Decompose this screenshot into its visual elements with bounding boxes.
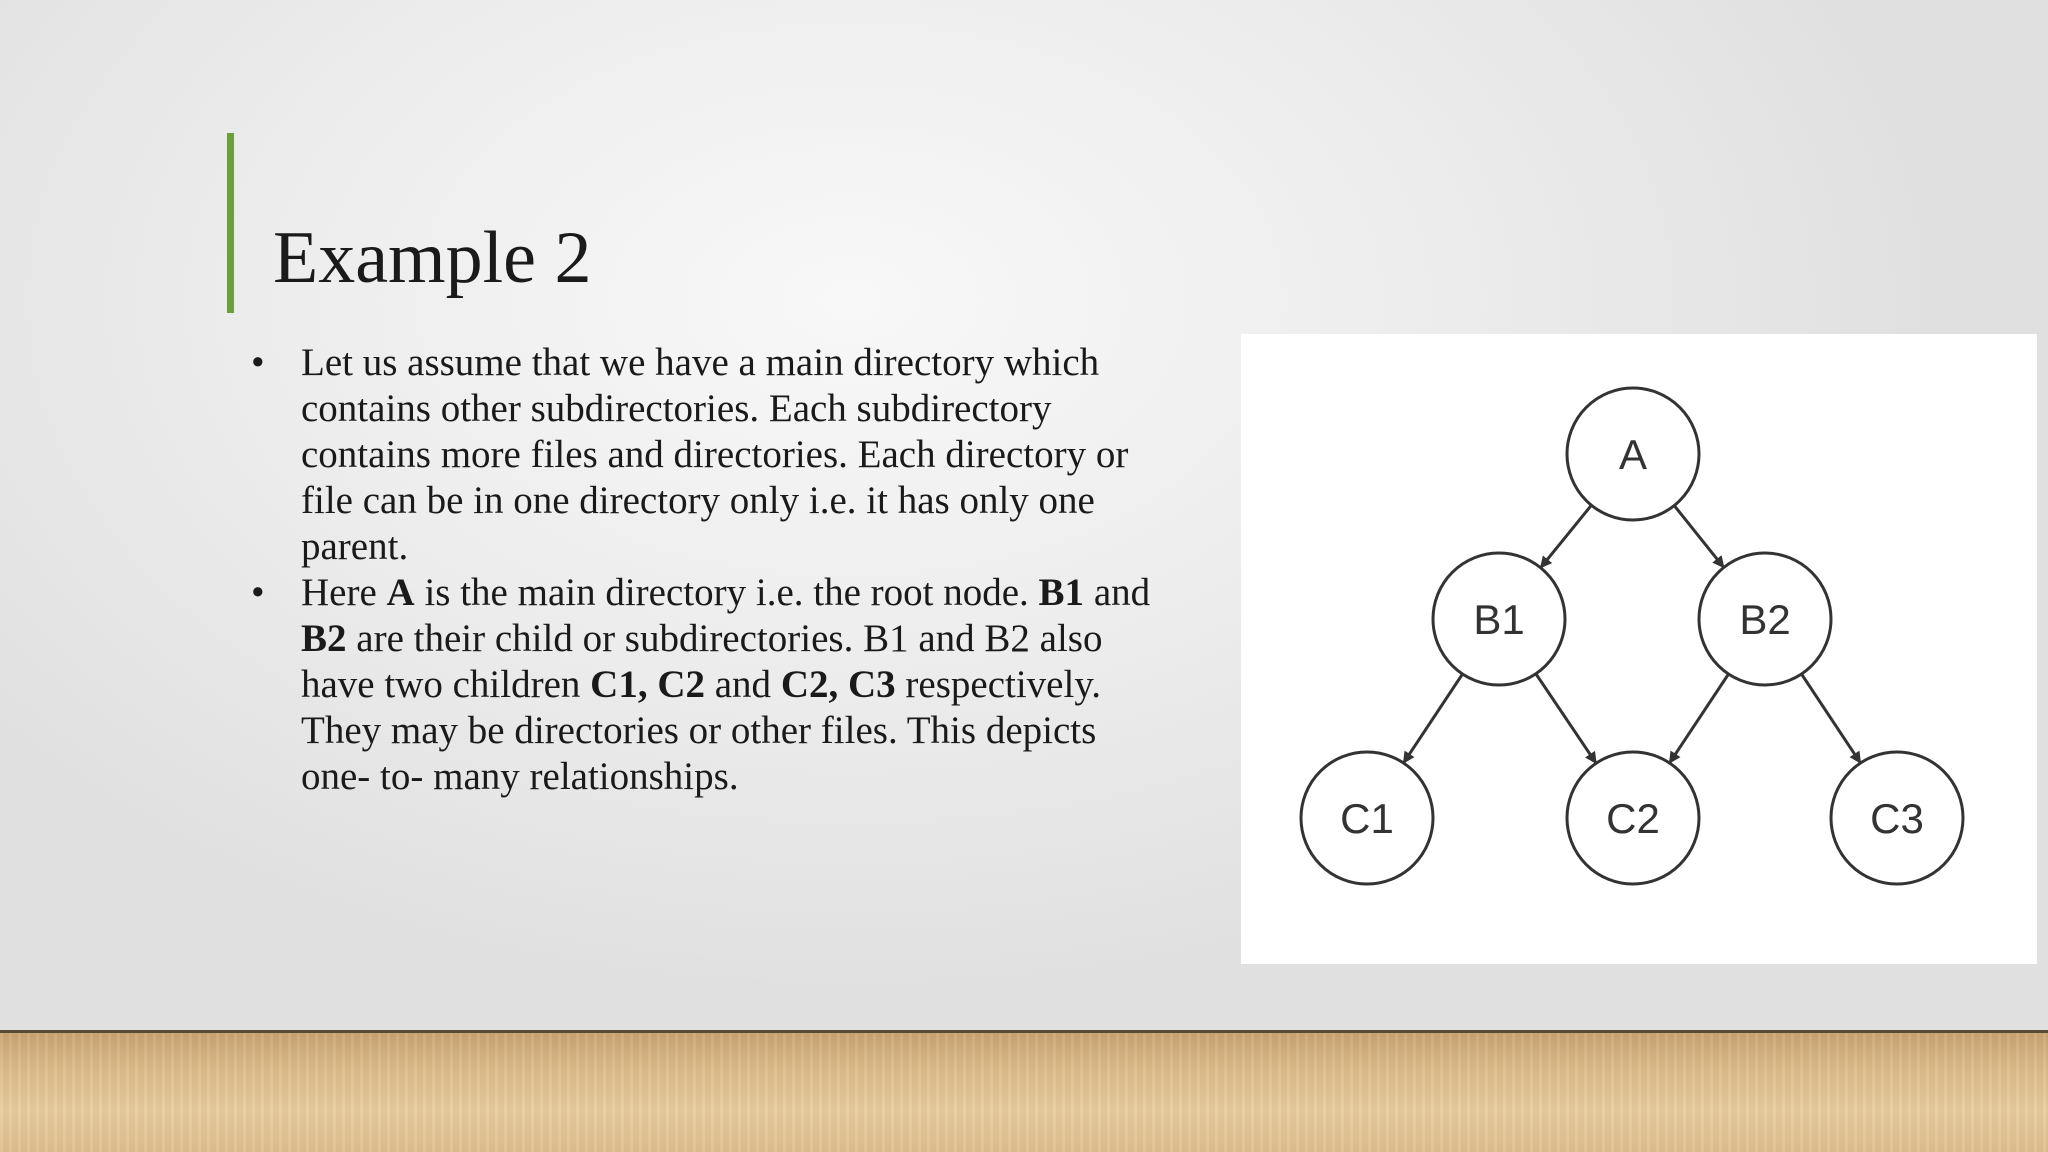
bullet-2-text-7: C1, C2 (590, 663, 705, 706)
bullet-1-text: Let us assume that we have a main directory which contains other subdirectories. Each subdirectory contains more files and directories. Each directory or file can be in one directory only i.e. it has only one parent. (301, 341, 1129, 568)
node-b2 (1699, 553, 1831, 685)
node-label: B2 (1739, 596, 1791, 643)
title-accent-bar (227, 133, 234, 313)
bullet-2-text-9: C2, C3 (780, 663, 896, 706)
bullet-dot: • (251, 571, 265, 614)
edge-b2-c2 (1670, 674, 1728, 762)
bullet-2-text-2: is the main directory i.e. the root node. (414, 571, 1039, 614)
bullet-2-text-8: and (705, 663, 781, 706)
tree-diagram (1241, 334, 2037, 964)
node-label: A (1618, 431, 1648, 478)
bullet-list (245, 340, 1165, 800)
node-a (1567, 388, 1699, 520)
bullet-2-text-5: B2 (301, 617, 347, 660)
bullet-2-text-4: and (1084, 571, 1151, 614)
edge-b1-c1 (1404, 674, 1462, 762)
node-c1 (1301, 752, 1433, 884)
node-label: B1 (1473, 596, 1525, 643)
bullet-item-1 (245, 340, 1165, 570)
bullet-2-text-10: respectively. They may be directories or other files. This depicts one- to- many relationships. (301, 663, 1102, 798)
edge-a-b2 (1674, 506, 1723, 567)
node-label: C2 (1606, 795, 1660, 842)
edge-b1-c2 (1536, 674, 1596, 763)
bullet-2-text-0: Here (301, 571, 387, 614)
bullet-2-text-6: are their child or subdirectories. B1 and B2 also have two children (301, 617, 1103, 706)
node-label: C1 (1340, 795, 1394, 842)
bullet-dot: • (251, 341, 265, 384)
node-b1 (1433, 553, 1565, 685)
bullet-2-text-1: A (386, 571, 415, 614)
slide-title: Example 2 (273, 217, 592, 299)
edge-b2-c3 (1801, 674, 1859, 762)
wood-floor (0, 1030, 2048, 1152)
bullet-2-text-3: B1 (1038, 571, 1085, 614)
node-c2 (1567, 752, 1699, 884)
node-c3 (1831, 752, 1963, 884)
bullet-item-2 (245, 570, 1165, 800)
edge-a-b1 (1541, 505, 1591, 567)
tree-diagram-figure (1241, 334, 2037, 964)
node-label: C3 (1870, 795, 1924, 842)
